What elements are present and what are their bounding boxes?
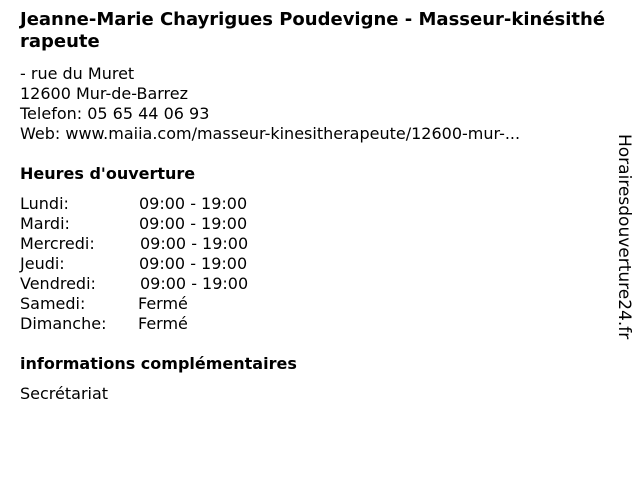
website-link: Web: www.maiia.com/masseur-kinesitherapeute/12600-mur-... (20, 124, 521, 143)
city-postal: 12600 Mur-de-Barrez (20, 84, 189, 103)
hours-row-sunday (20, 314, 320, 334)
day-label: Jeudi: (20, 254, 65, 273)
day-label: Samedi: (20, 294, 86, 313)
day-hours: 09:00 - 19:00 (139, 214, 248, 233)
opening-hours-table (20, 194, 320, 334)
business-title: Jeanne-Marie Chayrigues Poudevigne - Masseur-kinésithérapeute (20, 9, 606, 52)
day-hours: 09:00 - 19:00 (139, 254, 248, 273)
day-label: Mardi: (20, 214, 70, 233)
day-label: Lundi: (20, 194, 69, 213)
day-hours: Fermé (138, 314, 188, 333)
day-label: Mercredi: (20, 234, 95, 253)
site-watermark (614, 134, 634, 368)
opening-hours-heading: Heures d'ouverture (20, 164, 196, 183)
day-label: Dimanche: (20, 314, 107, 333)
watermark-text: Horairesdouverture24.fr (614, 134, 634, 340)
hours-row-tuesday (20, 214, 320, 234)
additional-info-text: Secrétariat (20, 384, 109, 403)
hours-row-saturday (20, 294, 320, 314)
street-address: - rue du Muret (20, 64, 135, 83)
hours-row-thursday (20, 254, 320, 274)
day-hours: Fermé (138, 294, 188, 313)
hours-row-friday (20, 274, 320, 294)
additional-info-heading: informations complémentaires (20, 354, 297, 373)
day-label: Vendredi: (20, 274, 96, 293)
day-hours: 09:00 - 19:00 (140, 274, 249, 293)
hours-row-wednesday (20, 234, 320, 254)
day-hours: 09:00 - 19:00 (140, 234, 249, 253)
phone-number: Telefon: 05 65 44 06 93 (20, 104, 210, 123)
address-block (20, 64, 520, 144)
hours-row-monday (20, 194, 320, 214)
day-hours: 09:00 - 19:00 (139, 194, 248, 213)
